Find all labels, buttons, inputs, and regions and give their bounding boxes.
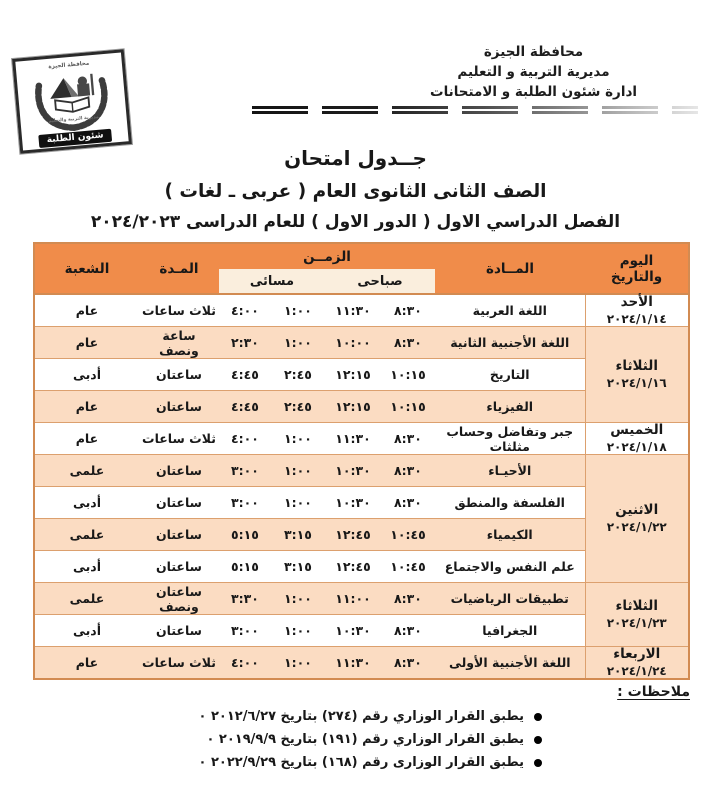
day-date: ٢٠٢٤/١/٢٣: [606, 616, 667, 630]
header-morning: صباحى: [325, 269, 435, 294]
section-cell: علمى: [34, 455, 139, 487]
evening-start-cell: ١:٠٠: [271, 487, 325, 519]
morning-end-cell: ١٢:٤٥: [325, 551, 381, 583]
evening-start-cell: ٢:٤٥: [271, 359, 325, 391]
logo-mid-text: مديرية التربية والتعليم: [48, 114, 100, 125]
day-date-cell: [585, 583, 689, 647]
duration-cell: ساعة ونصف: [139, 327, 219, 359]
evening-start-cell: ١:٠٠: [271, 327, 325, 359]
evening-end-cell: ٣:٠٠: [219, 615, 271, 647]
evening-start-cell: ١:٠٠: [271, 647, 325, 680]
header-subject: المــادة: [435, 243, 585, 294]
section-cell: عام: [34, 391, 139, 423]
note-item: [0, 754, 542, 771]
term-title: الفصل الدراسي الاول ( الدور الاول ) للعام الدراسى ٢٠٢٤/٢٠٢٣: [90, 212, 621, 232]
exam-schedule-table: [33, 242, 690, 680]
header-section: الشعبة: [34, 243, 139, 294]
morning-end-cell: ١١:٣٠: [325, 423, 381, 455]
day-date-cell: [585, 423, 689, 455]
duration-cell: ساعتان: [139, 391, 219, 423]
table-header: [34, 243, 689, 294]
day-date-cell: [585, 294, 689, 327]
morning-end-cell: ١١:٣٠: [325, 294, 381, 327]
notes-list: [0, 708, 542, 771]
subject-cell: جبر وتفاضل وحساب مثلثات: [435, 423, 585, 455]
subject-cell: الفلسفة والمنطق: [435, 487, 585, 519]
giza-education-logo: [12, 49, 132, 153]
morning-start-cell: ٨:٣٠: [381, 455, 435, 487]
morning-start-cell: ١٠:٤٥: [381, 551, 435, 583]
subject-cell: اللغة العربية: [435, 294, 585, 327]
subject-cell: اللغة الأجنبية الأولى: [435, 647, 585, 680]
header-day-date: [585, 243, 689, 294]
duration-cell: ثلاث ساعات: [139, 647, 219, 680]
note-text: يطبق القرار الوزاري رقم (٢٧٤) بتاريخ ٢٠١٢/٦/٢٧ ٠: [198, 709, 524, 724]
minaret-icon: [90, 74, 94, 96]
table-row: [34, 327, 689, 359]
duration-cell: ساعتان: [139, 615, 219, 647]
morning-end-cell: ١٠:٣٠: [325, 487, 381, 519]
note-item: [0, 731, 542, 748]
evening-end-cell: ٣:٠٠: [219, 455, 271, 487]
org-line-administration: ادارة شئون الطلبة و الامتحانات: [430, 84, 637, 100]
evening-start-cell: ١:٠٠: [271, 294, 325, 327]
header-duration: المـدة: [139, 243, 219, 294]
section-cell: أدبى: [34, 551, 139, 583]
morning-end-cell: ١١:٣٠: [325, 647, 381, 680]
subject-cell: الفيزياء: [435, 391, 585, 423]
section-cell: علمى: [34, 583, 139, 615]
header-day-line1: اليوم: [619, 252, 654, 269]
book-spine: [72, 103, 73, 112]
evening-start-cell: ١:٠٠: [271, 615, 325, 647]
day-date-cell: [585, 647, 689, 680]
bullet-icon: [534, 759, 542, 767]
header-day-line2: والتاريخ: [610, 268, 663, 285]
subject-cell: الأحيـاء: [435, 455, 585, 487]
notes-section: [0, 684, 690, 777]
day-date: ٢٠٢٤/١/٢٤: [606, 664, 667, 678]
evening-end-cell: ٥:١٥: [219, 551, 271, 583]
subject-cell: التاريخ: [435, 359, 585, 391]
evening-end-cell: ٤:٤٥: [219, 359, 271, 391]
morning-end-cell: ١١:٠٠: [325, 583, 381, 615]
day-name: الأحد: [620, 294, 653, 310]
section-cell: أدبى: [34, 359, 139, 391]
morning-start-cell: ٨:٣٠: [381, 423, 435, 455]
subject-cell: الجغرافيا: [435, 615, 585, 647]
day-date: ٢٠٢٤/١/١٦: [606, 376, 667, 390]
duration-cell: ساعتان ونصف: [139, 583, 219, 615]
evening-end-cell: ٤:٠٠: [219, 647, 271, 680]
subject-cell: تطبيقات الرياضيات: [435, 583, 585, 615]
grade-title: الصف الثانى الثانوى العام ( عربى ـ لغات ): [164, 181, 547, 202]
header-evening: مسائى: [219, 269, 325, 294]
day-date-cell: [585, 327, 689, 423]
evening-start-cell: ٣:١٥: [271, 519, 325, 551]
morning-end-cell: ١٠:٣٠: [325, 455, 381, 487]
emblem-graphic: [15, 53, 128, 142]
bullet-icon: [534, 736, 542, 744]
org-line-directorate: مديرية التربية و التعليم: [457, 64, 610, 80]
title-block: [0, 146, 711, 232]
morning-end-cell: ١٠:٣٠: [325, 615, 381, 647]
logo-caption-banner: شئون الطلبة: [38, 129, 112, 148]
morning-start-cell: ١٠:١٥: [381, 359, 435, 391]
subject-cell: الكيمياء: [435, 519, 585, 551]
morning-start-cell: ٨:٣٠: [381, 583, 435, 615]
notes-title: ملاحظات :: [617, 684, 690, 700]
morning-end-cell: ١٢:٤٥: [325, 519, 381, 551]
day-date-cell: [585, 455, 689, 583]
duration-cell: ثلاث ساعات: [139, 423, 219, 455]
evening-end-cell: ٥:١٥: [219, 519, 271, 551]
table-row: [34, 647, 689, 680]
evening-end-cell: ٤:٠٠: [219, 294, 271, 327]
duration-cell: ثلاث ساعات: [139, 294, 219, 327]
table-row: [34, 455, 689, 487]
morning-start-cell: ١٠:٤٥: [381, 519, 435, 551]
evening-start-cell: ٢:٤٥: [271, 391, 325, 423]
morning-start-cell: ١٠:١٥: [381, 391, 435, 423]
subject-cell: علم النفس والاجتماع: [435, 551, 585, 583]
morning-start-cell: ٨:٣٠: [381, 487, 435, 519]
duration-cell: ساعتان: [139, 519, 219, 551]
day-date: ٢٠٢٤/١/١٤: [606, 312, 667, 326]
section-cell: عام: [34, 327, 139, 359]
duration-cell: ساعتان: [139, 551, 219, 583]
note-item: [0, 708, 542, 725]
section-cell: أدبى: [34, 615, 139, 647]
org-header: [430, 42, 637, 102]
table-row: [34, 294, 689, 327]
morning-end-cell: ١٠:٠٠: [325, 327, 381, 359]
morning-end-cell: ١٢:١٥: [325, 391, 381, 423]
section-cell: عام: [34, 294, 139, 327]
note-text: يطبق القرار الوزاري رقم (١٩١) بتاريخ ٢٠١٩/٩/٩ ٠: [206, 732, 524, 747]
section-cell: أدبى: [34, 487, 139, 519]
duration-cell: ساعتان: [139, 359, 219, 391]
morning-start-cell: ٨:٣٠: [381, 327, 435, 359]
morning-start-cell: ٨:٣٠: [381, 647, 435, 680]
schedule-body: [34, 294, 689, 679]
day-date: ٢٠٢٤/١/٢٢: [606, 520, 667, 534]
logo-top-text: محافظة الجيزة: [48, 60, 90, 71]
evening-start-cell: ٣:١٥: [271, 551, 325, 583]
evening-end-cell: ٣:٠٠: [219, 487, 271, 519]
day-name: الاربعاء: [613, 646, 661, 662]
page-title: جــدول امتحان: [284, 146, 427, 170]
duration-cell: ساعتان: [139, 487, 219, 519]
table-row: [34, 423, 689, 455]
note-text: يطبق القرار الوزارى رقم (١٦٨) بتاريخ ٢٠٢٢/٩/٢٩ ٠: [198, 755, 524, 770]
table-row: [34, 583, 689, 615]
day-name: الثلاثاء: [615, 358, 658, 374]
day-date: ٢٠٢٤/١/١٨: [606, 440, 667, 454]
day-name: الاثنين: [615, 502, 659, 518]
subject-cell: اللغة الأجنبية الثانية: [435, 327, 585, 359]
evening-end-cell: ٤:٤٥: [219, 391, 271, 423]
section-cell: عام: [34, 423, 139, 455]
section-cell: عام: [34, 647, 139, 680]
section-cell: علمى: [34, 519, 139, 551]
day-name: الثلاثاء: [615, 598, 658, 614]
bullet-icon: [534, 713, 542, 721]
evening-end-cell: ٢:٣٠: [219, 327, 271, 359]
evening-start-cell: ١:٠٠: [271, 423, 325, 455]
morning-end-cell: ١٢:١٥: [325, 359, 381, 391]
org-line-governorate: محافظة الجيزة: [483, 44, 584, 60]
morning-start-cell: ٨:٣٠: [381, 615, 435, 647]
evening-start-cell: ١:٠٠: [271, 583, 325, 615]
evening-end-cell: ٤:٠٠: [219, 423, 271, 455]
duration-cell: ساعتان: [139, 455, 219, 487]
morning-start-cell: ٨:٣٠: [381, 294, 435, 327]
day-name: الخميس: [610, 422, 664, 438]
letterhead-separator-line: [252, 106, 698, 114]
evening-start-cell: ١:٠٠: [271, 455, 325, 487]
evening-end-cell: ٣:٣٠: [219, 583, 271, 615]
header-time: الزمــن: [219, 243, 435, 269]
